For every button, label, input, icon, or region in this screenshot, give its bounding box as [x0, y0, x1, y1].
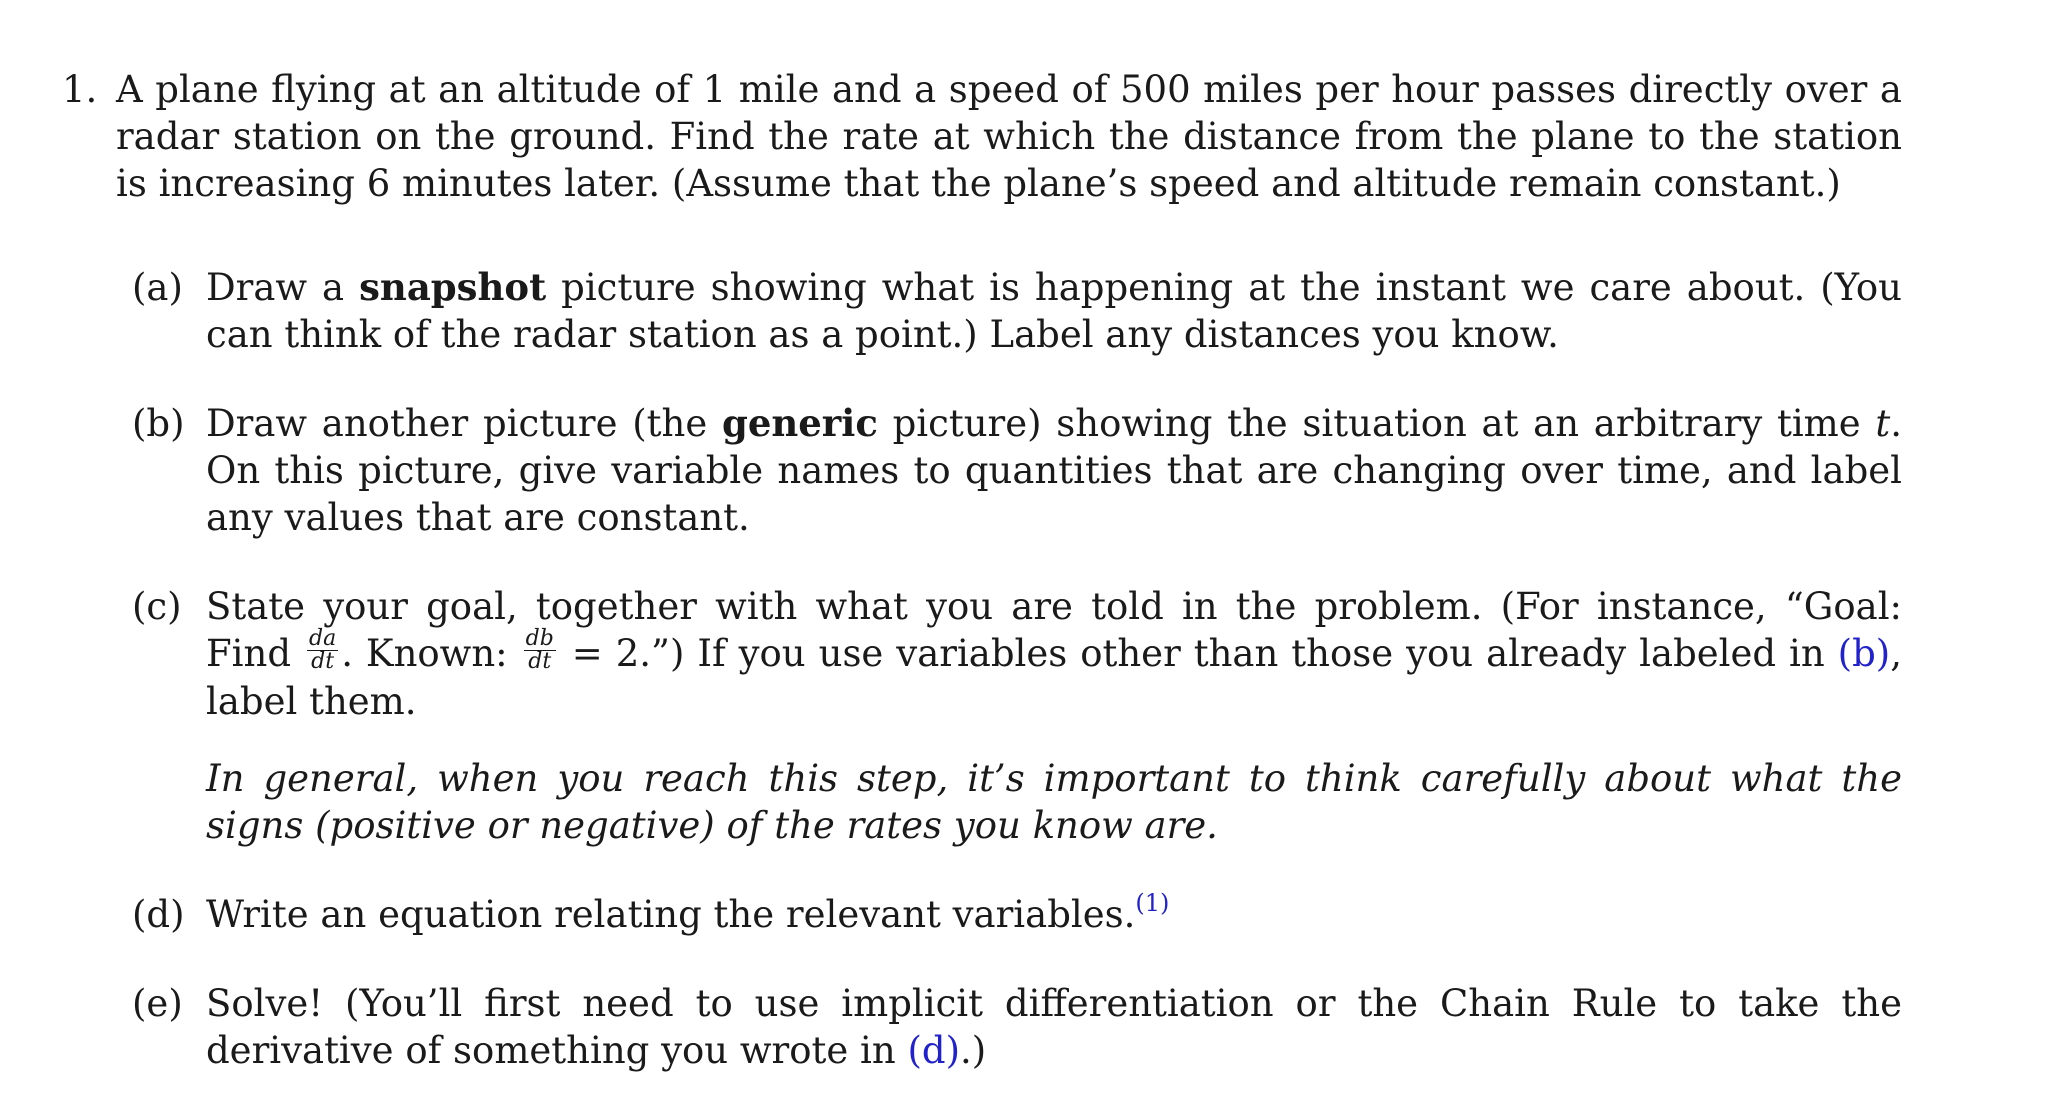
part-b-label: (b): [132, 402, 185, 445]
problem-statement: [62, 66, 1902, 207]
fraction-db-dt-numerator: db: [525, 626, 554, 651]
time-variable: t: [1875, 402, 1891, 445]
part-a: [132, 264, 1902, 358]
part-a-label: (a): [132, 266, 183, 309]
part-d-text-body: Write an equation relating the relevant variables.: [206, 893, 1136, 936]
fraction-da-dt-numerator: da: [309, 626, 337, 651]
part-c-note: In general, when you reach this step, it’s important to think carefully about what the signs (positive or negative) of the rates you know are.: [206, 757, 1902, 847]
part-e-label: (e): [132, 982, 183, 1025]
problem-parts: [132, 264, 1902, 1116]
part-b-text-post: . On this picture, give variable names to quantities that are changing over time, and label any values that are constant.: [206, 402, 1903, 539]
part-d: [132, 891, 1902, 938]
part-c: [132, 583, 1902, 849]
footnote-link[interactable]: (1): [1135, 889, 1170, 917]
part-b-text-pre: Draw another picture (the: [206, 402, 722, 445]
part-c-text-4: , label them.: [206, 632, 1902, 723]
part-a-text-post: picture showing what is happening at the instant we care about. (You can think of the radar station as a point.) Label any distances you know.: [206, 266, 1903, 356]
snapshot-term: snapshot: [359, 265, 547, 309]
part-b-text-mid: picture) showing the situation at an arbitrary time: [877, 402, 1876, 445]
part-b-text: [206, 400, 1902, 541]
part-b: [132, 400, 1902, 541]
part-e-text-post: .): [960, 1029, 987, 1072]
problem-number: 1.: [62, 68, 98, 111]
part-c-label: (c): [132, 585, 182, 628]
problem-text: A plane flying at an altitude of 1 mile and a speed of 500 miles per hour passes directly over a radar station on the ground. Find the rate at which the distance from the plane to the station is increasing 6 minutes later. (Assume that the plane’s speed and altitude remain constant.): [116, 68, 1902, 205]
part-a-text-pre: Draw a: [206, 266, 360, 309]
fraction-db-dt: [524, 626, 556, 674]
part-e: [132, 980, 1902, 1074]
fraction-da-dt: [307, 626, 338, 674]
part-c-text-1: State your goal, together with what you are told in the problem. (For instance, “Goal: Find: [206, 585, 1902, 675]
part-a-text: [206, 264, 1902, 358]
part-c-text-2: . Known:: [341, 632, 521, 675]
part-e-text: [206, 980, 1902, 1074]
generic-term: generic: [721, 401, 878, 445]
link-part-d[interactable]: (d): [907, 1029, 961, 1072]
part-d-label: (d): [132, 893, 185, 936]
part-c-text: [206, 583, 1902, 725]
link-part-b[interactable]: (b): [1837, 632, 1891, 675]
part-e-text-body: Solve! (You’ll first need to use implicit differentiation or the Chain Rule to take the derivative of something you wrote in: [206, 982, 1902, 1072]
part-d-text: [206, 891, 1902, 938]
part-c-text-3: = 2.”) If you use variables other than those you already labeled in: [558, 632, 1838, 675]
fraction-db-dt-denominator: dt: [528, 649, 552, 674]
fraction-da-dt-denominator: dt: [311, 649, 335, 674]
